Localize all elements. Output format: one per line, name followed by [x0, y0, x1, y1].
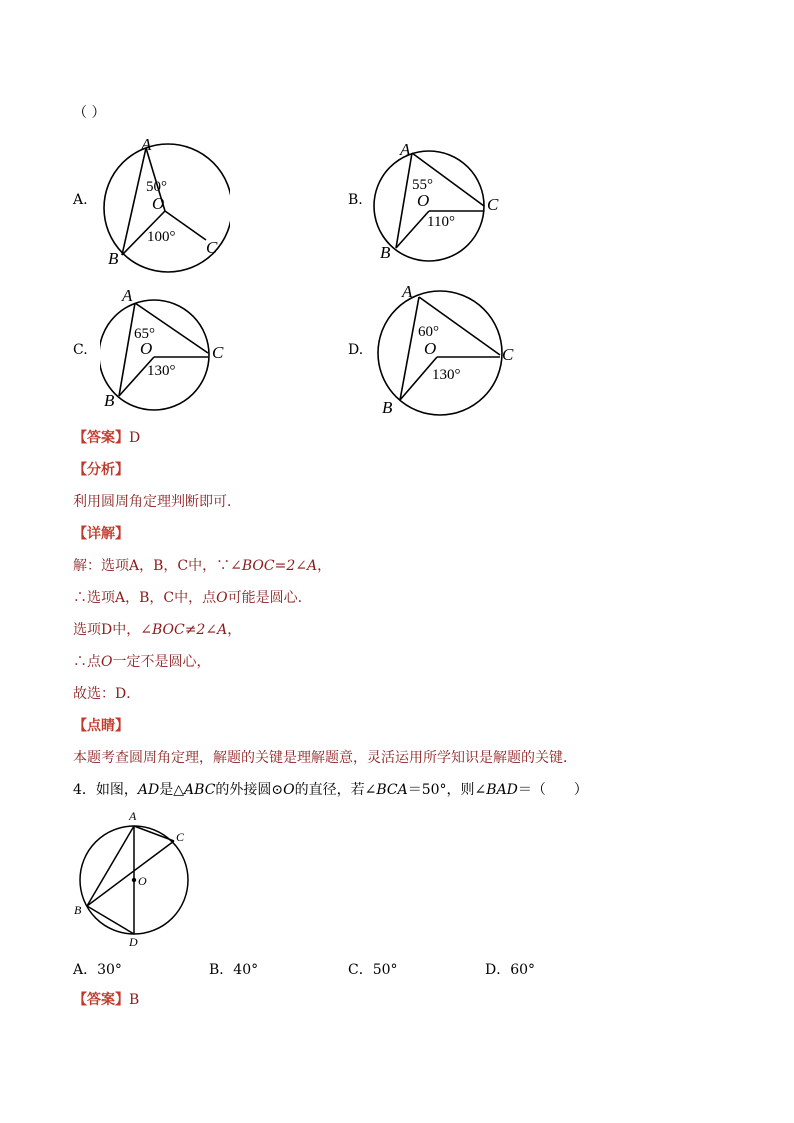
label-o: O	[417, 191, 430, 210]
detail-line-2: ∴选项A，B，C中，点O可能是圆心．	[73, 590, 312, 606]
option-a-figure	[100, 133, 230, 273]
label-a: A	[402, 282, 413, 301]
option-b-figure	[372, 138, 512, 268]
label-d: D	[129, 935, 138, 949]
detail-line-3: 选项D中，∠BOC≠2∠A，	[73, 622, 242, 638]
label-o: O	[140, 339, 153, 358]
q4-choice-c: C．50°	[348, 962, 398, 978]
detail-tag: 【详解】	[73, 526, 129, 542]
angle-center: 100°	[147, 229, 176, 245]
label-c: C	[206, 238, 218, 257]
angle-center: 130°	[432, 367, 461, 383]
q4-choice-d: D．60°	[485, 962, 536, 978]
label-c: C	[212, 343, 224, 362]
chord-ab	[122, 148, 146, 255]
option-d-label: D.	[348, 342, 364, 358]
q4-choice-b: B．40°	[209, 962, 259, 978]
label-a: A	[141, 135, 152, 154]
angle-center: 130°	[147, 363, 176, 379]
label-b: B	[104, 391, 115, 410]
label-a: A	[122, 286, 133, 305]
label-c: C	[502, 345, 514, 364]
option-b-label: B.	[348, 192, 363, 208]
option-c-label: C.	[73, 342, 88, 358]
chord-ab	[400, 297, 419, 400]
label-a: A	[129, 809, 137, 823]
label-b: B	[382, 398, 393, 417]
comment-tag: 【点睛】	[73, 718, 129, 734]
label-b: B	[74, 903, 82, 917]
center-dot	[132, 878, 136, 882]
chord-ab	[119, 303, 135, 396]
label-c: C	[176, 830, 185, 844]
detail-line-1: 解：选项A，B，C中，∵∠BOC=2∠A，	[73, 558, 332, 574]
chord-bc	[87, 841, 174, 906]
label-b: B	[108, 249, 119, 268]
chord-ac	[134, 826, 174, 841]
chord-ab	[87, 826, 134, 906]
chord-bd	[87, 906, 134, 934]
option-a-label: A.	[73, 192, 88, 208]
angle-top: 55°	[412, 177, 433, 193]
label-o: O	[424, 339, 437, 358]
label-b: B	[380, 243, 391, 262]
detail-line-4: ∴点O一定不是圆心，	[73, 654, 211, 670]
angle-center: 110°	[427, 214, 455, 230]
analysis-tag: 【分析】	[73, 462, 129, 478]
comment-text: 本题考查圆周角定理，解题的关键是理解题意，灵活运用所学知识是解题的关键．	[73, 750, 577, 766]
angle-top: 50°	[146, 179, 167, 195]
answer-tag: 【答案】	[73, 430, 129, 446]
q4-answer-tag: 【答案】	[73, 992, 129, 1008]
question-paren: （ ）	[73, 105, 106, 121]
question-4: 4．如图，AD是△ABC的外接圆⊙O的直径，若∠BCA＝50°，则∠BAD＝（ ）	[73, 782, 588, 798]
angle-top: 65°	[134, 326, 155, 342]
answer-value: D	[129, 430, 141, 446]
label-a: A	[400, 140, 411, 159]
detail-line-5: 故选：D．	[73, 686, 141, 702]
answer-line	[73, 428, 140, 448]
q4-choice-a: A．30°	[73, 962, 122, 978]
label-o: O	[138, 874, 147, 888]
q4-figure	[70, 808, 200, 950]
label-o: O	[152, 194, 165, 213]
label-c: C	[487, 195, 499, 214]
q4-answer-value: B	[129, 992, 140, 1008]
circle	[378, 291, 502, 415]
angle-top: 60°	[418, 324, 439, 340]
option-c-figure	[100, 286, 240, 416]
analysis-text: 利用圆周角定理判断即可．	[73, 494, 241, 510]
q4-answer-line	[73, 990, 139, 1010]
option-d-figure	[372, 280, 522, 420]
